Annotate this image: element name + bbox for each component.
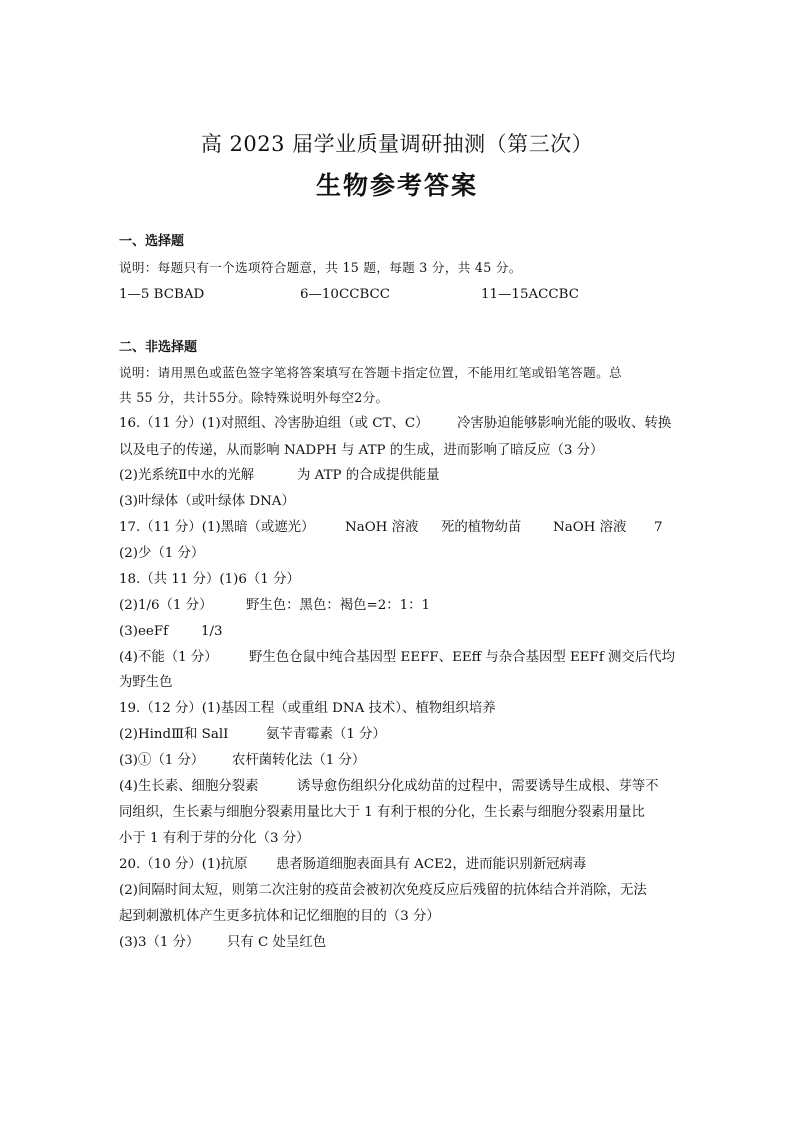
q18-part4-a: (4)不能（1 分） bbox=[119, 650, 218, 665]
exam-title: 高 2023 届学业质量调研抽测（第三次） bbox=[200, 132, 594, 156]
q20-part1 bbox=[119, 855, 694, 875]
q18-part3-b: 1/3 bbox=[201, 624, 223, 639]
q19-part2-a: (2)HindⅢ和 SalⅠ bbox=[119, 727, 229, 742]
q17-part2: (2)少（1 分） bbox=[119, 546, 205, 561]
q17-part1 bbox=[119, 518, 694, 538]
q19-part2 bbox=[119, 725, 694, 745]
q18-part4-cont: 为野生色 bbox=[119, 675, 173, 690]
q19-part4-a: (4)生长素、细胞分裂素 bbox=[119, 779, 259, 794]
q16-part1-explanation: 冷害胁迫能够影响光能的吸收、转换 bbox=[457, 416, 672, 431]
section1-heading: 一、选择题 bbox=[119, 234, 185, 249]
q18-part2-a: (2)1/6（1 分） bbox=[119, 598, 213, 613]
answers-11-15: 11—15ACCBC bbox=[481, 287, 579, 302]
q20-part2-cont: 起到刺激机体产生更多抗体和记忆细胞的目的（3 分） bbox=[119, 909, 440, 924]
q20-part1-a: 20.（10 分）(1)抗原 bbox=[119, 857, 248, 872]
q19-part4-cont2: 小于 1 有利于芽的分化（3 分） bbox=[119, 831, 310, 846]
section2-heading: 二、非选择题 bbox=[119, 340, 198, 355]
section1-note: 说明：每题只有一个选项符合题意，共 15 题，每题 3 分，共 45 分。 bbox=[119, 260, 522, 275]
answers-6-10: 6—10CCBCC bbox=[300, 287, 391, 302]
q20-part3-a: (3)3（1 分） bbox=[119, 935, 200, 950]
q17-part1-b: NaOH 溶液 bbox=[345, 520, 419, 535]
q19-part3-a: (3)①（1 分） bbox=[119, 753, 205, 768]
q20-part3-b: 只有 C 处呈红色 bbox=[227, 935, 327, 950]
section1-answers bbox=[119, 285, 694, 305]
q16-part2-a: (2)光系统Ⅱ中水的光解 bbox=[119, 468, 255, 483]
q18-part2-b: 野生色：黑色：褐色=2：1：1 bbox=[246, 598, 431, 613]
section2-note-line2: 共 55 分，共计55分。除特殊说明外每空2分。 bbox=[119, 390, 389, 405]
q16-line1 bbox=[119, 414, 694, 434]
q18-part3-a: (3)eeFf bbox=[119, 624, 169, 639]
q17-part1-e: 7 bbox=[654, 520, 663, 535]
q20-part1-b: 患者肠道细胞表面具有 ACE2，进而能识别新冠病毒 bbox=[276, 857, 587, 872]
answers-1-5: 1—5 BCBAD bbox=[119, 287, 205, 302]
q19-part4 bbox=[119, 777, 694, 797]
q19-part4-b: 诱导愈伤组织分化成幼苗的过程中，需要诱导生成根、芽等不 bbox=[297, 779, 659, 794]
q17-part1-d: NaOH 溶液 bbox=[553, 520, 627, 535]
q18-part4 bbox=[119, 648, 694, 668]
section2-note-line1: 说明：请用黑色或蓝色签字笔将答案填写在答题卡指定位置，不能用红笔或铅笔答题。总 bbox=[119, 365, 622, 380]
q19-part1: 19.（12 分）(1)基因工程（或重组 DNA 技术）、植物组织培养 bbox=[119, 701, 496, 716]
q18-part2 bbox=[119, 596, 694, 616]
q19-part2-b: 氨苄青霉素（1 分） bbox=[266, 727, 386, 742]
q19-part3-b: 农杆菌转化法（1 分） bbox=[232, 753, 366, 768]
q20-part3 bbox=[119, 933, 694, 953]
q19-part3 bbox=[119, 751, 694, 771]
q18-part3 bbox=[119, 622, 694, 642]
q16-line2: 以及电子的传递，从而影响 NADPH 与 ATP 的生成，进而影响了暗反应（3 分） bbox=[119, 443, 604, 458]
q17-part1-c: 死的植物幼苗 bbox=[441, 520, 522, 535]
q17-part1-a: 17.（11 分）(1)黑暗（或遮光） bbox=[119, 520, 315, 535]
q18-part4-b: 野生色仓鼠中纯合基因型 EEFF、EEff 与杂合基因型 EEFf 测交后代均 bbox=[249, 650, 676, 665]
q18-part1: 18.（共 11 分）(1)6（1 分） bbox=[119, 572, 300, 587]
document-title: 生物参考答案 bbox=[315, 171, 478, 200]
q16-part2-b: 为 ATP 的合成提供能量 bbox=[297, 468, 440, 483]
q19-part4-cont1: 同组织，生长素与细胞分裂素用量比大于 1 有利于根的分化，生长素与细胞分裂素用量比 bbox=[119, 805, 645, 820]
q16-part3: (3)叶绿体（或叶绿体 DNA） bbox=[119, 494, 295, 509]
q16-part1: 16.（11 分）(1)对照组、冷害胁迫组（或 CT、C） bbox=[119, 416, 429, 431]
q16-part2 bbox=[119, 466, 694, 486]
q20-part2: (2)间隔时间太短，则第二次注射的疫苗会被初次免疫反应后残留的抗体结合并消除，无法 bbox=[119, 883, 647, 898]
